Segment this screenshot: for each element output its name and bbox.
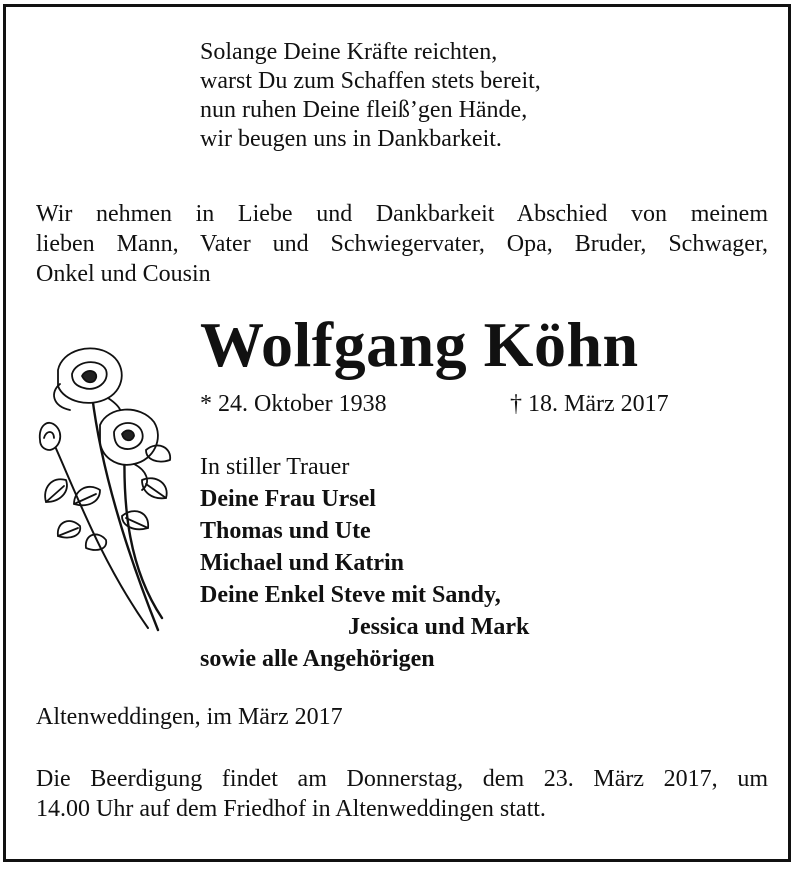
poem: [200, 38, 541, 154]
farewell-text: [36, 199, 768, 289]
mourner-line: Thomas und Ute: [200, 518, 371, 544]
death-date: † 18. März 2017: [510, 391, 669, 417]
funeral-line: Die Beerdigung findet am Donnerstag, dem 23. März 2017, um: [36, 766, 768, 792]
farewell-line: Wir nehmen in Liebe und Dankbarkeit Abschied von meinem: [36, 201, 768, 227]
farewell-line: lieben Mann, Vater und Schwiegervater, Opa, Bruder, Schwager,: [36, 231, 768, 257]
deceased-name: Wolfgang Köhn: [200, 309, 639, 380]
mourner-line: Michael und Katrin: [200, 550, 405, 576]
mourner-line: sowie alle Angehörigen: [200, 646, 435, 672]
mourner-line: Deine Enkel Steve mit Sandy,: [200, 582, 501, 608]
place-date: Altenweddingen, im März 2017: [36, 704, 343, 730]
mourner-line: Deine Frau Ursel: [200, 486, 376, 512]
funeral-line: 14.00 Uhr auf dem Friedhof in Altenweddingen statt.: [36, 796, 546, 822]
birth-date: * 24. Oktober 1938: [200, 391, 387, 417]
poem-line: Solange Deine Kräfte reichten,: [200, 39, 498, 65]
poem-line: nun ruhen Deine fleiß’gen Hände,: [200, 97, 528, 123]
mourner-line: Jessica und Mark: [348, 614, 530, 640]
poem-line: wir beugen uns in Dankbarkeit.: [200, 126, 502, 152]
farewell-line: Onkel und Cousin: [36, 261, 211, 287]
funeral-info: [36, 764, 768, 824]
mourners-list: [200, 451, 529, 675]
roses-illustration: [30, 340, 180, 640]
mourners-intro: In stiller Trauer: [200, 454, 350, 480]
poem-line: warst Du zum Schaffen stets bereit,: [200, 68, 541, 94]
